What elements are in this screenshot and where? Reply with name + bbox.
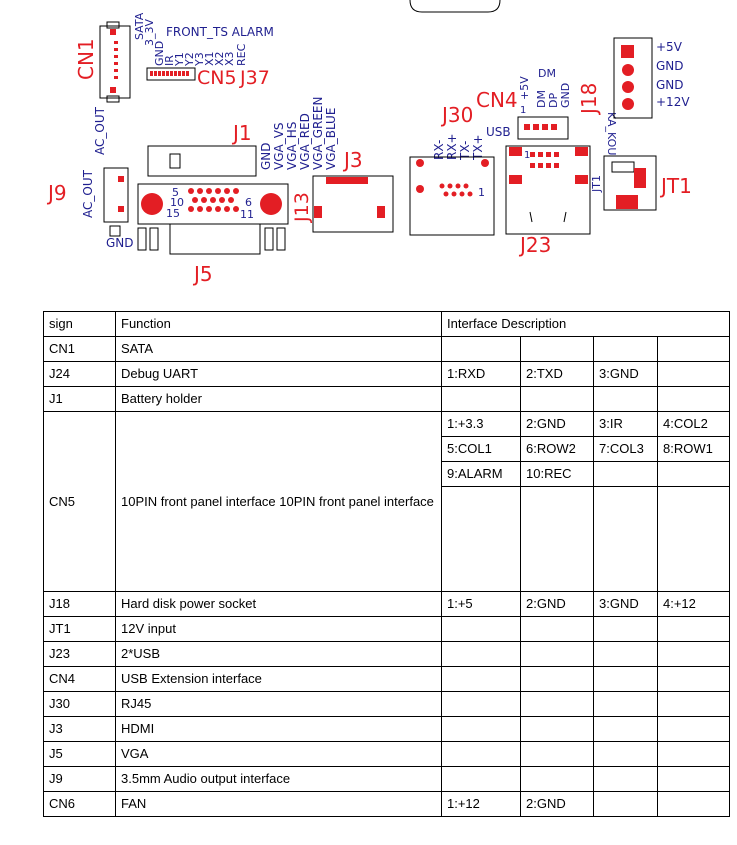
j5-foot bbox=[265, 228, 273, 250]
j18-pin-label: GND bbox=[656, 78, 684, 92]
j5-mount-right bbox=[260, 193, 282, 215]
cn1-pin-last bbox=[110, 87, 116, 93]
ac-out-lower-label: AC_OUT bbox=[81, 170, 95, 218]
j5-pins bbox=[188, 188, 239, 212]
cn4-pin-label: +5V bbox=[518, 76, 531, 100]
cn4-pin-label: GND bbox=[559, 82, 572, 108]
cn1-pin bbox=[114, 62, 118, 65]
j3-contacts bbox=[326, 177, 368, 184]
j18-pin bbox=[622, 98, 634, 110]
pin-cell bbox=[521, 692, 594, 717]
pin-cell: 1:+5 bbox=[442, 592, 521, 617]
j18-pin-label: +12V bbox=[656, 95, 690, 109]
j3-label: J3 bbox=[344, 148, 363, 172]
cn1-pin bbox=[114, 69, 118, 72]
table-row bbox=[44, 412, 730, 437]
j5-pin-number: 6 bbox=[245, 196, 252, 209]
sign-cell: J23 bbox=[44, 642, 116, 667]
cn1-pin-label: REC bbox=[235, 43, 248, 66]
function-cell: SATA bbox=[116, 337, 442, 362]
j5-foot bbox=[277, 228, 285, 250]
function-cell: HDMI bbox=[116, 717, 442, 742]
function-cell: 10PIN front panel interface 10PIN front panel interface bbox=[116, 412, 442, 592]
cn1-label: CN1 bbox=[74, 38, 98, 80]
j18-pin bbox=[622, 81, 634, 93]
sign-cell: CN1 bbox=[44, 337, 116, 362]
j13-label: J13 bbox=[291, 192, 313, 222]
pin-cell bbox=[594, 337, 658, 362]
pin-cell bbox=[658, 642, 730, 667]
function-cell: 12V input bbox=[116, 617, 442, 642]
function-cell: FAN bbox=[116, 792, 442, 817]
sign-cell: J24 bbox=[44, 362, 116, 387]
cn5-label: CN5 bbox=[197, 67, 237, 89]
pin-cell: 2:GND bbox=[521, 592, 594, 617]
j9-pin bbox=[118, 206, 124, 212]
table-row bbox=[44, 617, 730, 642]
rj45-pin-label: TX- bbox=[458, 140, 472, 160]
j18-pin-label: +5V bbox=[656, 40, 682, 54]
pin-cell bbox=[594, 617, 658, 642]
header-sign: sign bbox=[44, 312, 116, 337]
cn1-pin bbox=[114, 48, 118, 51]
cn1-pin-label: 3_3V bbox=[143, 18, 156, 46]
fan-connector-label: KA_KOU bbox=[605, 112, 618, 156]
j9-tab bbox=[110, 226, 120, 236]
cn4-pin-label: DM bbox=[535, 90, 548, 108]
pin-cell: 3:IR bbox=[594, 412, 658, 437]
pin-cell: 3:GND bbox=[594, 592, 658, 617]
sign-cell: J30 bbox=[44, 692, 116, 717]
table-header-row bbox=[44, 312, 730, 337]
j5-pin-number: 10 bbox=[170, 196, 184, 209]
ac-out-upper-label: AC_OUT bbox=[93, 107, 107, 155]
j5-foot bbox=[138, 228, 146, 250]
j5-foot bbox=[150, 228, 158, 250]
vga-signal-label: GND bbox=[259, 142, 273, 170]
pin-cell bbox=[594, 792, 658, 817]
table-row bbox=[44, 337, 730, 362]
jt1-pin bbox=[634, 168, 646, 188]
sign-cell: CN5 bbox=[44, 412, 116, 592]
pin-cell bbox=[442, 337, 521, 362]
j1-label: J1 bbox=[233, 121, 252, 145]
sign-cell: JT1 bbox=[44, 617, 116, 642]
j23-pin1-label: 1 bbox=[524, 150, 531, 161]
cn1-pin-label: IR bbox=[163, 55, 176, 66]
j23-mount bbox=[509, 147, 522, 156]
j9-body bbox=[104, 168, 128, 222]
function-cell: RJ45 bbox=[116, 692, 442, 717]
j9-label: J9 bbox=[48, 181, 67, 205]
j5-pin-number: 15 bbox=[166, 207, 180, 220]
table-row bbox=[44, 667, 730, 692]
pin-cell bbox=[521, 767, 594, 792]
j3-tab-left bbox=[314, 206, 322, 218]
sign-cell: J5 bbox=[44, 742, 116, 767]
pin-cell bbox=[658, 767, 730, 792]
pin-cell bbox=[658, 742, 730, 767]
vga-signal-label: VGA_GREEN bbox=[311, 96, 325, 170]
j30-mount bbox=[481, 159, 489, 167]
j3-tab-right bbox=[377, 206, 385, 218]
pin-cell bbox=[442, 387, 521, 412]
cn1-pin bbox=[114, 55, 118, 58]
pin-cell bbox=[521, 642, 594, 667]
j23-guide bbox=[530, 212, 566, 222]
pin-cell: 9:ALARM bbox=[442, 462, 521, 487]
pin-cell bbox=[521, 387, 594, 412]
j5-mount-left bbox=[141, 193, 163, 215]
pin-cell bbox=[594, 642, 658, 667]
pin-cell bbox=[594, 742, 658, 767]
j1-body bbox=[148, 146, 256, 176]
j9-pin bbox=[118, 176, 124, 182]
sign-cell: J9 bbox=[44, 767, 116, 792]
sign-cell: J1 bbox=[44, 387, 116, 412]
j37-label: J37 bbox=[240, 67, 270, 89]
table-row bbox=[44, 742, 730, 767]
jt1-pad bbox=[612, 162, 634, 172]
cn4-pins bbox=[524, 124, 557, 130]
sign-cell: J3 bbox=[44, 717, 116, 742]
pin-cell-empty bbox=[442, 487, 521, 592]
j1-pad bbox=[170, 154, 180, 168]
cn4-pin-label: DP bbox=[547, 92, 560, 108]
header-function: Function bbox=[116, 312, 442, 337]
cn1-pin bbox=[114, 76, 118, 79]
pin-cell bbox=[658, 462, 730, 487]
vga-signal-label: VGA_VS bbox=[272, 122, 286, 170]
pin-cell bbox=[658, 362, 730, 387]
pin-cell-empty bbox=[658, 487, 730, 592]
pin-cell bbox=[442, 767, 521, 792]
table-row bbox=[44, 717, 730, 742]
function-cell: Debug UART bbox=[116, 362, 442, 387]
table-row bbox=[44, 767, 730, 792]
pin-cell: 1:+3.3 bbox=[442, 412, 521, 437]
pin-cell: 1:+12 bbox=[442, 792, 521, 817]
pin-cell bbox=[521, 742, 594, 767]
pin-cell bbox=[594, 387, 658, 412]
j18-pin bbox=[622, 64, 634, 76]
vga-signal-label: VGA_HS bbox=[285, 121, 299, 170]
board-connector-diagram bbox=[0, 0, 737, 300]
pin-cell bbox=[658, 717, 730, 742]
pin-cell: 2:TXD bbox=[521, 362, 594, 387]
pin-cell-empty bbox=[594, 487, 658, 592]
pin-cell bbox=[442, 617, 521, 642]
table-row bbox=[44, 642, 730, 667]
pin-cell: 4:+12 bbox=[658, 592, 730, 617]
table-row bbox=[44, 692, 730, 717]
pin-cell bbox=[658, 692, 730, 717]
pin-cell bbox=[442, 692, 521, 717]
cn1-notch-bottom bbox=[107, 96, 119, 102]
front-ts-alarm-label: FRONT_TS ALARM bbox=[166, 25, 274, 39]
cn1-pin-label: GND bbox=[153, 40, 166, 66]
pin-cell bbox=[521, 667, 594, 692]
pin-cell bbox=[442, 642, 521, 667]
j23-pins bbox=[530, 152, 559, 168]
pin-cell bbox=[658, 792, 730, 817]
top-outline-shape bbox=[410, 0, 500, 12]
pin-cell: 7:COL3 bbox=[594, 437, 658, 462]
rj45-pin-label: RX+ bbox=[445, 133, 459, 160]
cn4-label: CN4 bbox=[476, 88, 518, 112]
cn4-pin-label: DM bbox=[538, 67, 556, 80]
pin-cell bbox=[594, 462, 658, 487]
j5-pin-number: 11 bbox=[240, 208, 254, 221]
pin-cell bbox=[521, 337, 594, 362]
header-interface-description: Interface Description bbox=[442, 312, 730, 337]
function-cell: USB Extension interface bbox=[116, 667, 442, 692]
cn1-pin-label: X3 bbox=[223, 51, 236, 66]
pin-cell: 2:GND bbox=[521, 792, 594, 817]
j18-label: J18 bbox=[577, 82, 601, 114]
usb-label: USB bbox=[486, 125, 511, 139]
j23-mount bbox=[575, 175, 588, 184]
table-row bbox=[44, 362, 730, 387]
j23-mount bbox=[575, 147, 588, 156]
pin-cell: 2:GND bbox=[521, 412, 594, 437]
j30-mount bbox=[416, 159, 424, 167]
pin-cell bbox=[594, 717, 658, 742]
cn1-notch-top bbox=[107, 22, 119, 28]
pin-cell: 4:COL2 bbox=[658, 412, 730, 437]
pin-cell: 6:ROW2 bbox=[521, 437, 594, 462]
cn1-pin-label: Y3 bbox=[193, 52, 206, 66]
cn1-pin-label: Y2 bbox=[183, 52, 196, 66]
pin-cell bbox=[658, 667, 730, 692]
pin-cell: 10:REC bbox=[521, 462, 594, 487]
function-cell: VGA bbox=[116, 742, 442, 767]
table-row bbox=[44, 592, 730, 617]
rj45-pin-label: TX+ bbox=[471, 134, 485, 160]
pin-cell bbox=[521, 717, 594, 742]
function-cell: Battery holder bbox=[116, 387, 442, 412]
pin-cell bbox=[594, 692, 658, 717]
j23-label: J23 bbox=[520, 233, 552, 257]
j30-pins bbox=[416, 184, 473, 197]
j30-label: J30 bbox=[442, 103, 474, 127]
cn1-pin-label: SATA bbox=[133, 12, 146, 40]
function-cell: 3.5mm Audio output interface bbox=[116, 767, 442, 792]
pin-cell bbox=[594, 667, 658, 692]
function-cell: 2*USB bbox=[116, 642, 442, 667]
rj45-pin-label: RX- bbox=[432, 139, 446, 160]
j5-lower-body bbox=[170, 224, 260, 254]
function-cell: Hard disk power socket bbox=[116, 592, 442, 617]
pin-cell bbox=[442, 717, 521, 742]
j3-body bbox=[313, 176, 393, 232]
pin-cell bbox=[658, 387, 730, 412]
j23-body bbox=[506, 146, 590, 234]
cn1-pin-label: Y1 bbox=[173, 52, 186, 66]
cn4-pin1-label: 1 bbox=[520, 105, 527, 116]
pin-cell: 1:RXD bbox=[442, 362, 521, 387]
cn1-pin-label: X2 bbox=[213, 51, 226, 66]
pin-cell bbox=[658, 617, 730, 642]
j5-label: J5 bbox=[194, 262, 213, 286]
sign-cell: CN4 bbox=[44, 667, 116, 692]
pin-cell bbox=[594, 767, 658, 792]
jt1-label: JT1 bbox=[661, 174, 692, 198]
cn1-pin1 bbox=[110, 29, 116, 35]
gnd-left-label: GND bbox=[106, 236, 134, 250]
j30-pin1-label: 1 bbox=[478, 186, 485, 199]
j18-pin-label: GND bbox=[656, 59, 684, 73]
j23-mount bbox=[509, 175, 522, 184]
pin-cell: 3:GND bbox=[594, 362, 658, 387]
pin-cell bbox=[442, 667, 521, 692]
sign-cell: CN6 bbox=[44, 792, 116, 817]
jt1-pin bbox=[616, 195, 638, 209]
cn5-pins bbox=[150, 71, 189, 76]
pin-cell-empty bbox=[521, 487, 594, 592]
cn1-pin bbox=[114, 41, 118, 44]
pin-cell bbox=[521, 617, 594, 642]
cn1-pin-label: X1 bbox=[203, 51, 216, 66]
jt1-small-label: JT1 bbox=[590, 175, 603, 192]
table-row bbox=[44, 792, 730, 817]
j18-pin1 bbox=[621, 45, 634, 58]
pin-cell bbox=[442, 742, 521, 767]
pin-cell: 8:ROW1 bbox=[658, 437, 730, 462]
pin-cell: 5:COL1 bbox=[442, 437, 521, 462]
table-row bbox=[44, 387, 730, 412]
j5-pin-number: 5 bbox=[172, 186, 179, 199]
pin-cell bbox=[658, 337, 730, 362]
interface-table bbox=[43, 311, 730, 817]
vga-signal-label: VGA_RED bbox=[298, 113, 312, 170]
vga-signal-label: VGA_BLUE bbox=[324, 107, 338, 170]
sign-cell: J18 bbox=[44, 592, 116, 617]
